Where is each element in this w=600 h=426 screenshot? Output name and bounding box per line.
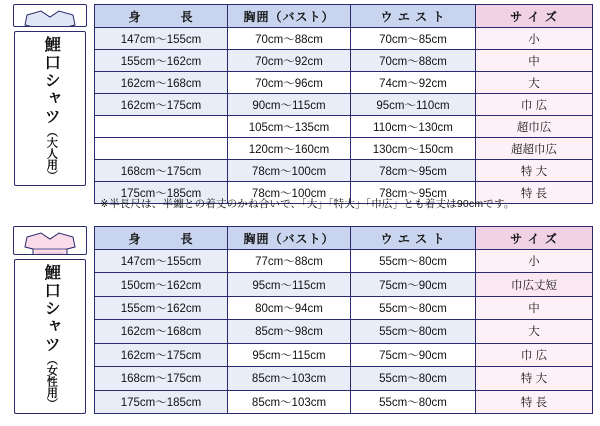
cell-bust: 70cm〜88cm xyxy=(228,28,351,50)
cell-height: 162cm〜168cm xyxy=(95,320,228,343)
women-table-header-row xyxy=(95,227,593,250)
shirt-blue-icon-svg xyxy=(17,9,83,27)
cell-waist: 55cm〜80cm xyxy=(351,390,476,413)
cell-bust: 120cm〜160cm xyxy=(228,138,351,160)
adult-title-sub: （大人用） xyxy=(45,126,58,181)
table-row xyxy=(95,250,593,273)
cell-size: 特 長 xyxy=(476,390,593,413)
cell-waist: 70cm〜88cm xyxy=(351,50,476,72)
cell-size: 超超巾広 xyxy=(476,138,593,160)
cell-bust: 70cm〜96cm xyxy=(228,72,351,94)
cell-height xyxy=(95,138,228,160)
cell-bust: 95cm〜115cm xyxy=(228,343,351,366)
shirt-pink-icon xyxy=(13,226,87,255)
women-header-size: サ イ ズ xyxy=(476,227,593,250)
cell-waist: 55cm〜80cm xyxy=(351,250,476,273)
adult-label-column xyxy=(6,4,94,186)
cell-size: 超巾広 xyxy=(476,116,593,138)
cell-size: 大 xyxy=(476,320,593,343)
women-header-height: 身 長 xyxy=(95,227,228,250)
cell-height: 162cm〜168cm xyxy=(95,72,228,94)
table-row xyxy=(95,343,593,366)
table-row xyxy=(95,116,593,138)
cell-bust: 78cm〜100cm xyxy=(228,160,351,182)
cell-height: 168cm〜175cm xyxy=(95,160,228,182)
cell-height: 162cm〜175cm xyxy=(95,343,228,366)
cell-height: 147cm〜155cm xyxy=(95,250,228,273)
cell-bust: 95cm〜115cm xyxy=(228,273,351,296)
cell-size: 巾 広 xyxy=(476,94,593,116)
table-row xyxy=(95,28,593,50)
women-header-bust: 胸囲（バスト） xyxy=(228,227,351,250)
cell-bust: 85cm〜103cm xyxy=(228,367,351,390)
cell-waist: 75cm〜90cm xyxy=(351,273,476,296)
cell-waist: 75cm〜90cm xyxy=(351,343,476,366)
adult-title xyxy=(41,36,59,181)
cell-waist: 55cm〜80cm xyxy=(351,320,476,343)
women-title-box xyxy=(14,259,86,414)
cell-waist: 70cm〜85cm xyxy=(351,28,476,50)
cell-height: 168cm〜175cm xyxy=(95,367,228,390)
table-row xyxy=(95,50,593,72)
women-title xyxy=(41,264,59,409)
cell-height: 155cm〜162cm xyxy=(95,50,228,72)
cell-bust: 70cm〜92cm xyxy=(228,50,351,72)
women-label-column xyxy=(6,226,94,414)
cell-size: 中 xyxy=(476,50,593,72)
women-header-waist: ウ エ ス ト xyxy=(351,227,476,250)
adult-table-header-row xyxy=(95,5,593,28)
women-size-table-block xyxy=(6,226,593,414)
cell-waist: 78cm〜95cm xyxy=(351,160,476,182)
table-row xyxy=(95,273,593,296)
cell-bust: 80cm〜94cm xyxy=(228,296,351,319)
adult-size-table-block xyxy=(6,4,593,200)
cell-waist: 130cm〜150cm xyxy=(351,138,476,160)
cell-height xyxy=(95,116,228,138)
shirt-blue-icon xyxy=(13,4,87,27)
cell-height: 150cm〜162cm xyxy=(95,273,228,296)
table-row xyxy=(95,320,593,343)
cell-waist: 55cm〜80cm xyxy=(351,296,476,319)
cell-waist: 55cm〜80cm xyxy=(351,367,476,390)
table-row xyxy=(95,72,593,94)
women-title-main: 鯉口シャツ xyxy=(42,264,60,354)
cell-bust: 85cm〜98cm xyxy=(228,320,351,343)
adult-header-bust: 胸囲（バスト） xyxy=(228,5,351,28)
cell-height: 175cm〜185cm xyxy=(95,182,228,204)
cell-size: 特 大 xyxy=(476,160,593,182)
cell-size: 特 長 xyxy=(476,182,593,204)
women-size-table xyxy=(94,226,593,414)
cell-bust: 90cm〜115cm xyxy=(228,94,351,116)
adult-title-box xyxy=(14,31,86,186)
adult-header-waist: ウ エ ス ト xyxy=(351,5,476,28)
cell-height: 155cm〜162cm xyxy=(95,296,228,319)
cell-size: 中 xyxy=(476,296,593,319)
cell-waist: 95cm〜110cm xyxy=(351,94,476,116)
cell-waist: 78cm〜95cm xyxy=(351,182,476,204)
cell-bust: 77cm〜88cm xyxy=(228,250,351,273)
cell-height: 147cm〜155cm xyxy=(95,28,228,50)
cell-height: 175cm〜185cm xyxy=(95,390,228,413)
cell-size: 巾 広 xyxy=(476,343,593,366)
adult-title-main: 鯉口シャツ xyxy=(42,36,60,126)
cell-waist: 110cm〜130cm xyxy=(351,116,476,138)
adult-size-table xyxy=(94,4,593,204)
table-row xyxy=(95,367,593,390)
footnote: ※半長尺は、半纏との着丈のかね合いで、「大」「特大」「巾広」とも着丈は90cmです。 xyxy=(100,198,515,210)
adult-header-size: サ イ ズ xyxy=(476,5,593,28)
table-row xyxy=(95,94,593,116)
women-title-sub: （女性用） xyxy=(45,354,58,409)
cell-size: 小 xyxy=(476,250,593,273)
table-row xyxy=(95,390,593,413)
table-row xyxy=(95,160,593,182)
cell-size: 小 xyxy=(476,28,593,50)
table-row xyxy=(95,138,593,160)
cell-size: 大 xyxy=(476,72,593,94)
cell-size: 巾広丈短 xyxy=(476,273,593,296)
cell-height: 162cm〜175cm xyxy=(95,94,228,116)
cell-bust: 78cm〜100cm xyxy=(228,182,351,204)
adult-header-height: 身 長 xyxy=(95,5,228,28)
cell-waist: 74cm〜92cm xyxy=(351,72,476,94)
shirt-pink-icon-svg xyxy=(17,231,83,255)
table-row xyxy=(95,296,593,319)
cell-size: 特 大 xyxy=(476,367,593,390)
cell-bust: 105cm〜135cm xyxy=(228,116,351,138)
cell-bust: 85cm〜103cm xyxy=(228,390,351,413)
